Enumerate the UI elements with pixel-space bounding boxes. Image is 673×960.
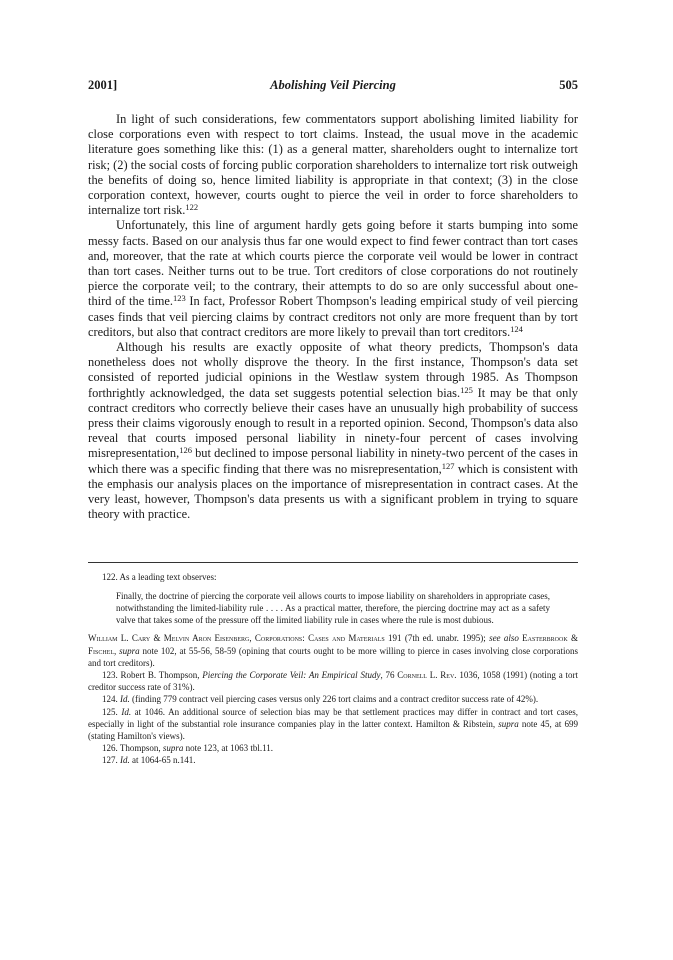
running-header xyxy=(88,78,578,96)
footnote-ref-124: 124 xyxy=(510,323,523,334)
footnote-127: 127. Id. at 1064-65 n.141. xyxy=(102,755,196,766)
footnote-ref-126: 126 xyxy=(179,445,192,456)
footnote-125: 125. Id. at 1046. An additional source of selection bias may be that settlement practices may differ in contract and tort cases, especially in light of the substantial role insurance companies play in the latter context. Hamilton & Ribstein, supra note 45, at 699 (stating Hamilton's views). xyxy=(88,706,579,741)
footnote-124: 124. Id. (finding 779 contract veil piercing cases versus only 226 tort claims and a contract creditor success rate of 42%). xyxy=(102,694,539,705)
footnote-ref-127: 127 xyxy=(441,460,455,471)
body-text xyxy=(88,112,578,522)
footnote-122-quote: Finally, the doctrine of piercing the corporate veil allows courts to impose liability on shareholders in appropriate cases, notwithstanding the limited-liability rule . . . . As a practical matter, therefore, the piercing doctrine may act as a safety valve that takes some of the pressure off the limited liability rule in cases where the rule is most dubious. xyxy=(116,590,550,626)
page xyxy=(88,78,578,767)
footnotes xyxy=(88,571,578,766)
paragraph-2: Unfortunately, this line of argument hardly gets going before it starts bumping into some messy facts. Based on our analysis thus far one would expect to find fewer contract than tort cases and, moreover, that the rate at which courts pierce the corporate veil would be lower in contract than tort cases. Neither turns out to be true. Tort creditors of close corporations do not routinely pierce the corporate veil; to the contrary, their attempts to do so are only successful about one-third of the time.$^{123}$ In fact, Professor Robert Thompson's leading empirical study of veil piercing cases finds that veil piercing claims by contract creditors not only are more frequent than by tort creditors, but also that contract creditors are more likely to prevail than tort creditors.$^{124}$ xyxy=(88,218,578,339)
header-title: Abolishing Veil Piercing xyxy=(270,78,396,92)
paragraph-3: Although his results are exactly opposite of what theory predicts, Thompson's data nonetheless does not wholly disprove the theory. In the first instance, Thompson's data set consisted of reported judicial opinions in the Westlaw system through 1985. As Thompson forthrightly acknowledged, the data set suggests potential selection bias.$^{125}$ It may be that only contract creditors who correctly believe their cases have an unusually high probability of success press their claims vigorously enough to result in a reported opinion. Second, Thompson's data also reveal that courts imposed personal liability in ninety-four percent of cases involving misrepresentation,$^{126}$ but declined to impose personal liability in ninety-two percent of the cases in which there was a specific finding that there was no misrepresentation,$^{127}$ which is consistent with the emphasis our analysis places on the importance of misrepresentation in contract cases. At the very least, however, Thompson's data presents us with a significant problem in trying to square theory with practice. xyxy=(88,340,578,522)
footnote-122: 122. As a leading text observes: xyxy=(102,572,217,583)
footnote-122-citation: William L. Cary & Melvin Aron Eisenberg, Corporations: Cases and Materials 191 (7th ed. unabr. 1995); see also Easterbrook & Fischel, supra note 102, at 55-56, 58-59 (opining that courts ought to be more willing to pierce in cases involving close corporations and tort creditors). xyxy=(88,633,578,668)
page-number: 505 xyxy=(559,78,578,92)
footnote-ref-125: 125 xyxy=(460,384,473,395)
footnote-divider xyxy=(88,562,578,563)
footnote-ref-123: 123 xyxy=(172,293,186,304)
footnote-126: 126. Thompson, supra note 123, at 1063 tbl.11. xyxy=(102,743,274,754)
header-year: 2001] xyxy=(88,78,118,92)
paragraph-1: In light of such considerations, few commentators support abolishing limited liability for close corporations even with respect to tort claims. Instead, the usual move in the academic literature goes something like this: (1) as a general matter, shareholders ought to internalize tort risk; (2) the social costs of forcing public corporation shareholders to internalize tort risk outweigh the benefits of doing so, hence limited liability is appropriate in that context; (3) in the close corporation context, however, courts ought to pierce the veil in order to force shareholders to internalize tort risk.$^{122}$ xyxy=(88,112,578,218)
footnote-ref-122: 122 xyxy=(185,202,199,213)
footnote-123: 123. Robert B. Thompson, Piercing the Corporate Veil: An Empirical Study, 76 Cornell L. Rev. 1036, 1058 (1991) (noting a tort creditor success rate of 31%). xyxy=(88,669,578,693)
